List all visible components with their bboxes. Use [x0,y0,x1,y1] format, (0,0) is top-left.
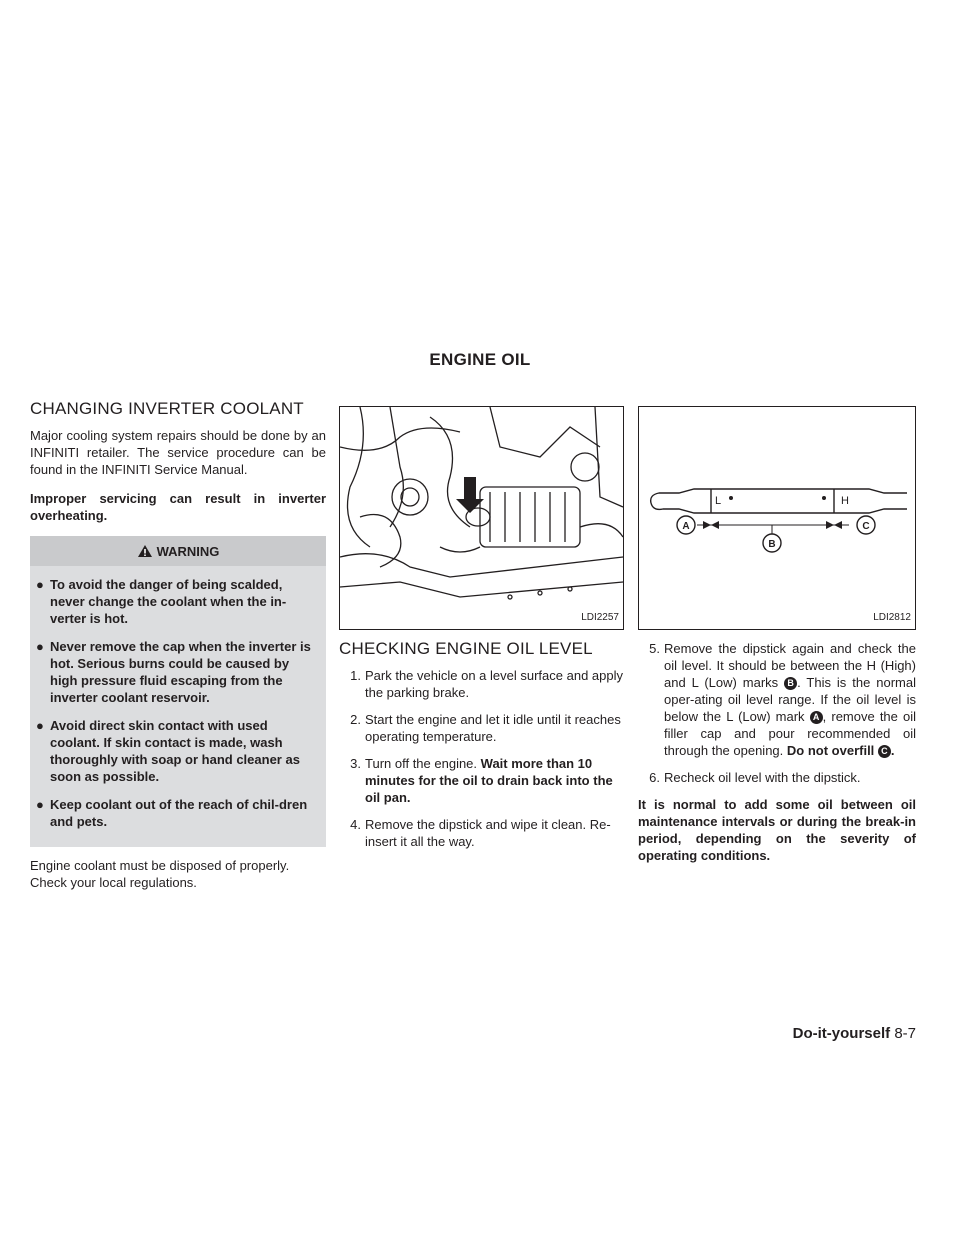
warning-header [30,536,326,566]
disposal-paragraph: Engine coolant must be disposed of properly. Check your local regulations. [30,858,290,890]
heading-checking-engine-oil-level: CHECKING ENGINE OIL LEVEL [339,639,593,658]
mark-b: B [768,539,776,550]
step-5: 5. Remove the dipstick again and check the oil level. It should be between the H (High) and L (Low) marks B . This is the normal oper-ating oil level range. If the oil level is below the L (Low) mark A , remove the oil filler cap and pour recommended oil through the opening. Do not overfill C . [649,641,916,758]
warning-item: ● Never remove the cap when the inverter is hot. Serious burns could be caused by high pressure fluid escaping from the inverter coolant reservoir. [36,639,311,705]
mark-b-icon: B [784,677,797,690]
closing-note: It is normal to add some oil between oil maintenance intervals or during the break-in period, depending on the severity of operating conditions. [638,797,916,863]
warning-item: ● To avoid the danger of being scalded, never change the coolant when the in-verter is hot. [36,577,287,626]
column-coolant [30,400,326,903]
step-4: 4. Remove the dipstick and wipe it clean. Re-insert it all the way. [350,817,611,849]
mark-c: C [862,521,870,532]
mark-a: A [682,521,690,532]
bullet-icon: ● [36,639,44,654]
step-3: 3. Turn off the engine. Wait more than 10 minutes for the oil to drain back into the oil pan. [350,756,613,805]
column-dipstick [638,400,916,876]
improper-servicing-note: Improper servicing can result in inverter overheating. [30,491,326,523]
step-1: 1. Park the vehicle on a level surface and apply the parking brake. [350,668,623,700]
page-footer [793,1025,916,1042]
figure-label: LDI2812 [873,612,911,623]
warning-title: WARNING [156,544,220,559]
step-2: 2. Start the engine and let it idle until it reaches operating temperature. [350,712,621,744]
warning-box [30,536,326,847]
figure-label: LDI2257 [581,612,619,623]
step-6: 6. Recheck oil level with the dipstick. [649,770,861,785]
heading-changing-inverter-coolant: CHANGING INVERTER COOLANT [30,399,304,418]
mark-c-icon: C [878,745,891,758]
warning-item: ● Avoid direct skin contact with used coolant. If skin contact is made, wash thoroughly with soap or hand cleaner as soon as possible. [36,718,300,784]
bullet-icon: ● [36,718,44,733]
page-number: 8-7 [894,1025,916,1042]
engine-bay-figure [339,406,624,630]
dipstick-figure [638,406,916,630]
warning-triangle-icon [137,544,153,558]
bullet-icon: ● [36,577,44,592]
section-title: ENGINE OIL [429,350,531,369]
dipstick-mark-l: L [715,495,722,507]
dipstick-illustration [639,407,915,629]
footer-section: Do-it-yourself [792,1025,891,1042]
column-oil-level [339,400,625,860]
bullet-icon: ● [36,797,44,812]
warning-item: ● Keep coolant out of the reach of chil-dren and pets. [36,797,308,829]
mark-a-icon: A [810,711,823,724]
dipstick-mark-h: H [841,495,849,507]
engine-bay-illustration [340,407,623,629]
intro-paragraph: Major cooling system repairs should be done by an INFINITI retailer. The service procedure can be found in the INFINITI Service Manual. [30,428,326,477]
